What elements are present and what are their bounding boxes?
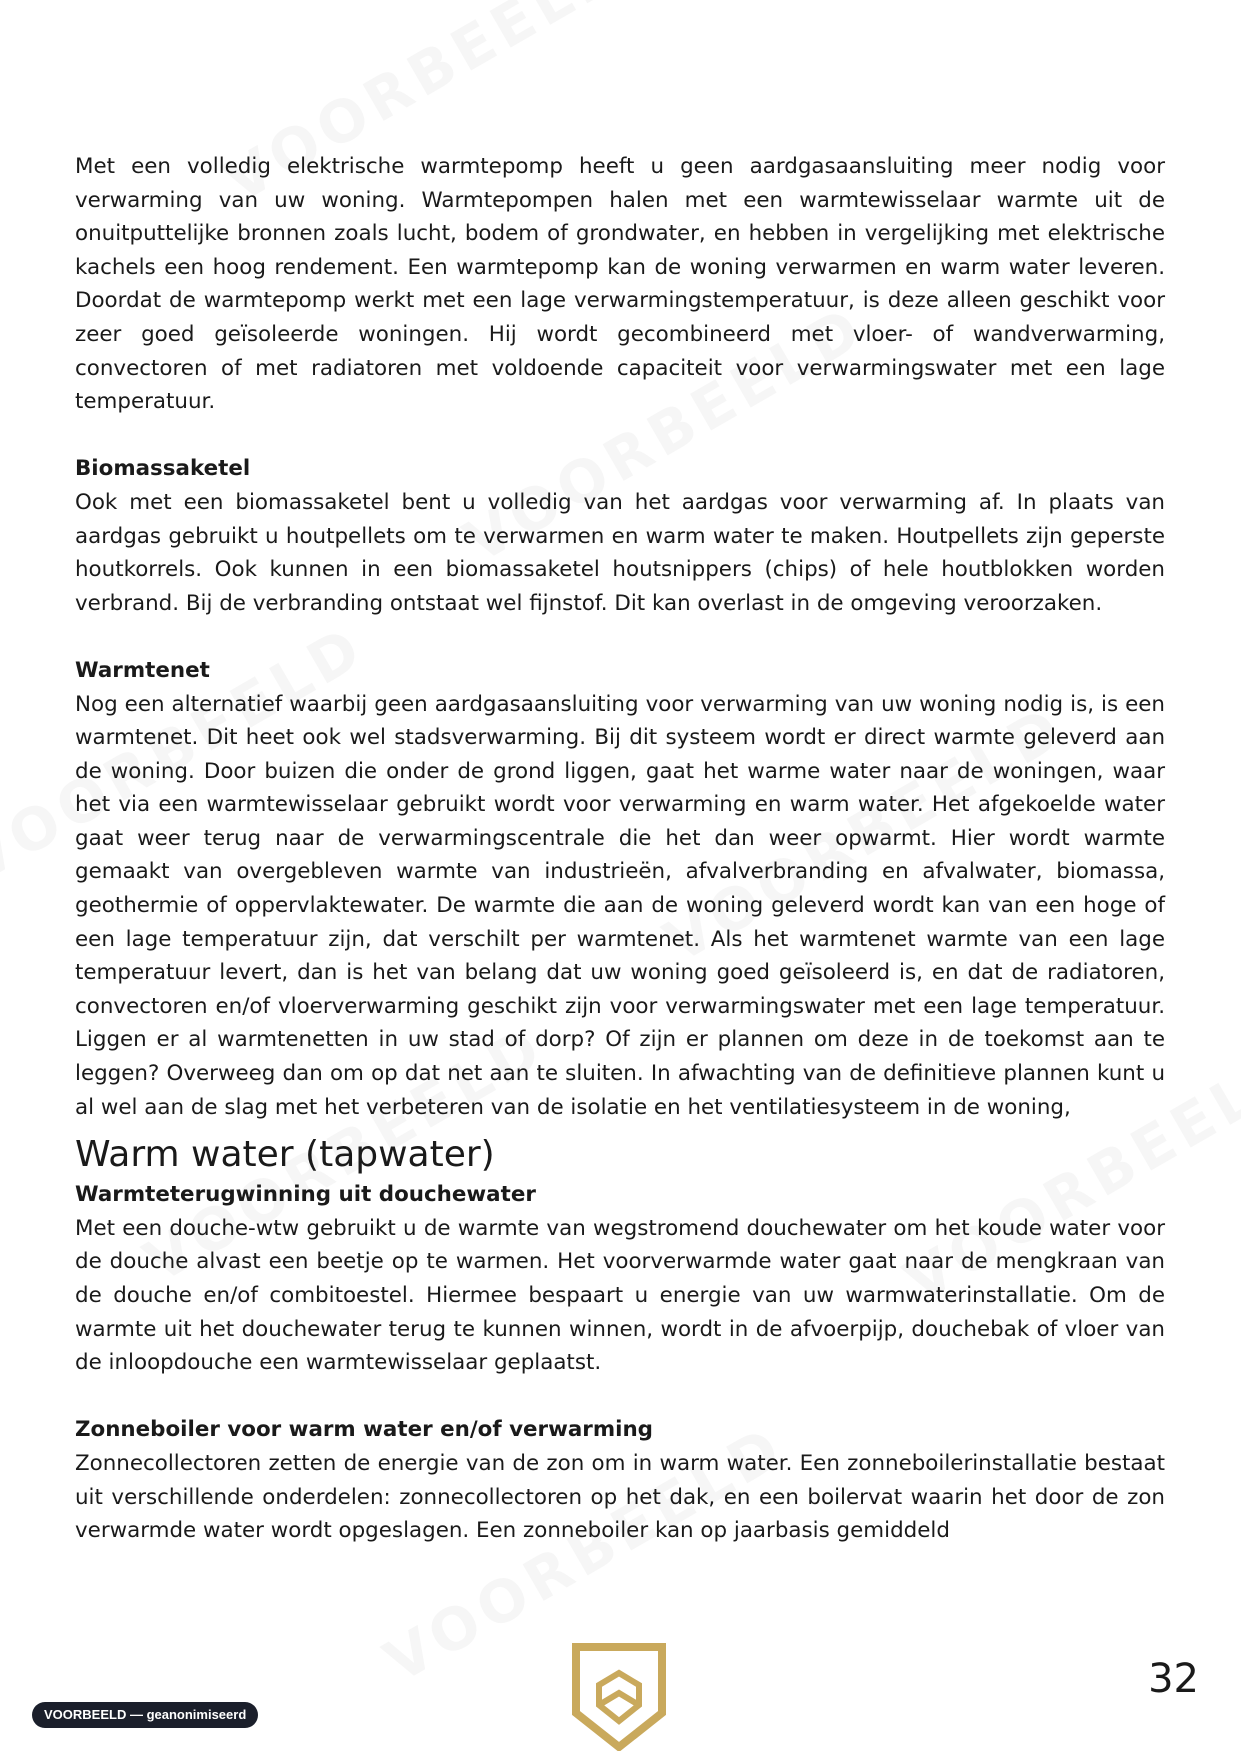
warmtenet-heading: Warmtenet bbox=[75, 657, 210, 683]
document-body bbox=[75, 150, 1165, 1548]
biomassa-paragraph: Ook met een biomassaketel bent u volledig van het aardgas voor verwarming af. In plaats van aardgas gebruikt u houtpellets om te verwarmen en warm water te maken. Houtpellets zijn geperste houtkorrels. Ook kunnen in een biomassaketel houtsnippers (chips) of hele houtblokken worden verbrand. Bij de verbranding ontstaat wel fijnstof. Dit kan overlast in de omgeving veroorzaken. bbox=[75, 489, 1165, 616]
warm-water-heading: Warm water (tapwater) bbox=[75, 1134, 495, 1176]
shield-inner-house bbox=[599, 1673, 639, 1721]
warmtenet-paragraph: Nog een alternatief waarbij geen aardgasaansluiting voor verwarming van uw woning nodig is, is een warmtenet. Dit heet ook wel stadsverwarming. Bij dit systeem wordt er direct warmte geleverd aan de woning. Door buizen die onder de grond liggen, gaat het warme water naar de woningen, waar het via een warmtewisselaar gebruikt wordt voor verwarming en warm water. Het afgekoelde water gaat weer terug naar de verwarmingscentrale die het dan weer opwarmt. Hier wordt warmte gemaakt van overgebleven warmte van industrieën, afvalverbranding en afvalwater, biomassa, geothermie of oppervlaktewater. De warmte die aan de woning geleverd wordt kan van een hoge of een lage temperatuur zijn, dat verschilt per warmtenet. Als het warmtenet warmte van een lage temperatuur levert, dan is het van belang dat uw woning goed geïsoleerd is, en dat de radiatoren, convectoren en/of vloerverwarming geschikt zijn voor verwarmingswater met een lage temperatuur. Liggen er al warmtenetten in uw stad of dorp? Of zijn er plannen om deze in de toekomst aan te leggen? Overweeg dan om op dat net aan te sluiten. In afwachting van de definitieve plannen kunt u al wel aan de slag met het verbeteren van de isolatie en het ventilatiesysteem in de woning, bbox=[75, 691, 1165, 1120]
wtw-paragraph: Met een douche-wtw gebruikt u de warmte van wegstromend douchewater om het koude water voor de douche alvast een beetje op te warmen. Het voorverwarmde water gaat naar de mengkraan van de douche en/of combitoestel. Hiermee bespaart u energie van uw warmwaterinstallatie. Om de warmte uit het douchewater terug te kunnen winnen, wordt in de afvoerpijp, douchebak of vloer van de inloopdouche een warmtewisselaar geplaatst. bbox=[75, 1215, 1165, 1376]
zonneboiler-heading: Zonneboiler voor warm water en/of verwarming bbox=[75, 1417, 653, 1443]
intro-paragraph: Met een volledig elektrische warmtepomp heeft u geen aardgasaansluiting meer nodig voor verwarming van uw woning. Warmtepompen halen met een warmtewisselaar warmte uit de onuitputtelijke bronnen zoals lucht, bodem of grondwater, en hebben in vergelijking met elektrische kachels een hoog rendement. Een warmtepomp kan de woning verwarmen en warm water leveren. Doordat de warmtepomp werkt met een lage verwarmingstemperatuur, is deze alleen geschikt voor zeer goed geïsoleerde woningen. Hij wordt gecombineerd met vloer- of wandverwarming, convectoren of met radiatoren met voldoende capaciteit voor verwarmingswater met een lage temperatuur. bbox=[75, 154, 1165, 415]
page-number: 32 bbox=[1148, 1656, 1199, 1702]
spacer bbox=[75, 620, 1165, 654]
spacer bbox=[75, 419, 1165, 453]
shield-inner-chevron bbox=[599, 1693, 639, 1705]
shield-outline bbox=[576, 1647, 662, 1747]
spacer bbox=[75, 1380, 1165, 1414]
shield-logo-icon bbox=[572, 1643, 666, 1751]
zonneboiler-paragraph: Zonnecollectoren zetten de energie van de zon om in warm water. Een zonneboilerinstallatie bestaat uit verschillende onderdelen: zonnecollectoren op het dak, en een boilervat waarin het door de zon verwarmde water wordt opgeslagen. Een zonneboiler kan op jaarbasis gemiddeld bbox=[75, 1450, 1165, 1544]
anonymized-badge: VOORBEELD — geanonimiseerd bbox=[32, 1702, 258, 1728]
biomassa-heading: Biomassaketel bbox=[75, 456, 251, 482]
wtw-heading: Warmteterugwinning uit douchewater bbox=[75, 1182, 536, 1208]
